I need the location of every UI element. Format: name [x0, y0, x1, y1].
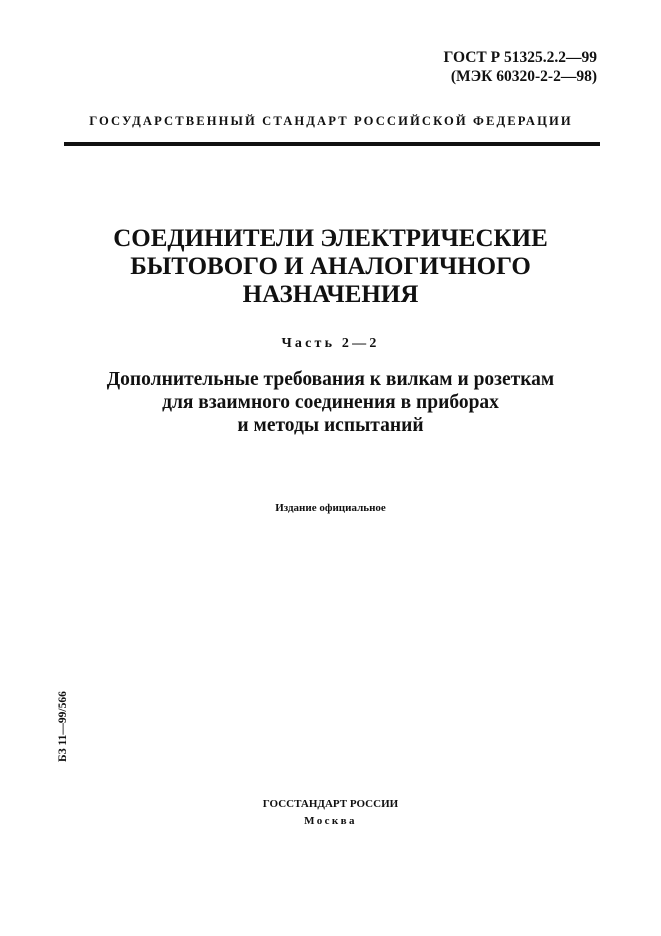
document-identifiers: [444, 48, 597, 86]
document-subtitle: [40, 368, 621, 437]
state-standard-header: ГОСУДАРСТВЕННЫЙ СТАНДАРТ РОССИЙСКОЙ ФЕДЕРАЦИИ: [89, 114, 573, 128]
iec-number: (МЭК 60320-2-2—98): [450, 68, 597, 85]
side-registration-code: БЗ 11—99/566: [57, 691, 69, 762]
publisher-block: [40, 796, 621, 830]
part-label: Часть 2—2: [281, 336, 380, 351]
title-line-2: БЫТОВОГО И АНАЛОГИЧНОГО: [130, 253, 531, 280]
publisher-city: Москва: [304, 815, 357, 827]
title-line-3: НАЗНАЧЕНИЯ: [242, 281, 419, 308]
standard-number: ГОСТ Р 51325.2.2—99: [443, 49, 597, 66]
title-line-1: СОЕДИНИТЕЛИ ЭЛЕКТРИЧЕСКИЕ: [113, 225, 548, 252]
edition-note: Издание официальное: [275, 502, 386, 514]
header-divider: [64, 142, 600, 146]
publisher-name: ГОССТАНДАРТ РОССИИ: [262, 798, 399, 810]
document-title: [40, 225, 621, 309]
subtitle-line-3: и методы испытаний: [237, 415, 424, 436]
subtitle-line-2: для взаимного соединения в приборах: [162, 392, 499, 413]
subtitle-line-1: Дополнительные требования к вилкам и розеткам: [106, 369, 555, 390]
